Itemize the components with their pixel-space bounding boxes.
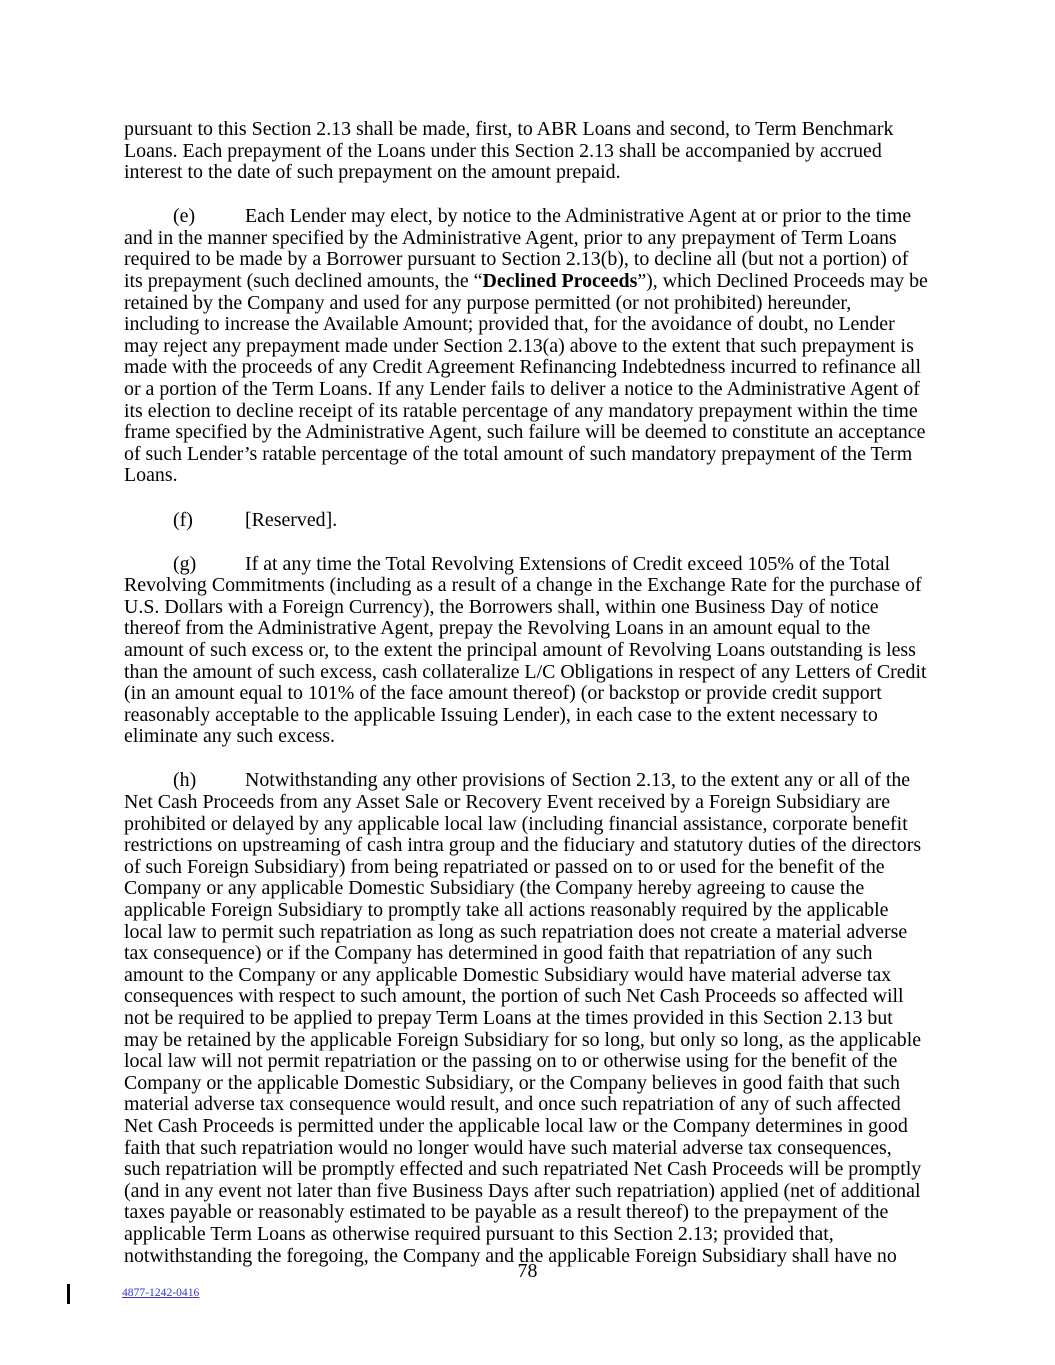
paragraph-label: (e): [173, 205, 196, 228]
paragraph-label: (g): [173, 552, 197, 575]
paragraph-label: (f): [173, 508, 193, 531]
paragraph-text: [Reserved].: [245, 508, 338, 531]
paragraph-f: [124, 510, 930, 532]
paragraph-text: Notwithstanding any other provisions of Section 2.13, to the extent any or all of the Net Cash Proceeds from any Asset Sale or Recovery Event received by a Foreign Subsidiary are prohibited or delayed by any applicable local law (including financial assistance, corporate benefit restrictions on upstreaming of cash intra group and the fiduciary and statutory duties of the directors of such Foreign Subsidiary) from being repatriated or passed on to or used for the benefit of the Company or any applicable Domestic Subsidiary (the Company hereby agreeing to cause the applicable Foreign Subsidiary to promptly take all actions reasonably required by the applicable local law to permit such repatriation as long as such repatriation does not create a material adverse tax consequence) or if the Company has determined in good faith that repatriation of any such amount to the Company or any applicable Domestic Subsidiary would have material adverse tax consequences with respect to such amount, the portion of such Net Cash Proceeds so affected will not be required to be applied to prepay Term Loans at the times provided in this Section 2.13 but may be retained by the applicable Foreign Subsidiary for so long, but only so long, as the applicable local law will not permit repatriation or the passing on to or otherwise using for the benefit of the Company or the applicable Domestic Subsidiary, or the Company believes in good faith that such material adverse tax consequence would result, and once such repatriation of any of such affected Net Cash Proceeds is permitted under the applicable local law or the Company determines in good faith that such repatriation would no longer would have such material adverse tax consequences, such repatriation will be promptly effected and such repatriated Net Cash Proceeds will be promptly (and in any event not later than five Business Days after such repatriation) applied (net of additional taxes payable or reasonably estimated to be payable as a result thereof) to the prepayment of the applicable Term Loans as otherwise required pursuant to this Section 2.13; provided that, notwithstanding the foregoing, the Company and the applicable Foreign Subsidiary shall have no: [124, 769, 922, 1267]
paragraph-text: Each Lender may elect, by notice to the Administrative Agent at or prior to the time and in the manner specified by the Administrative Agent, prior to any prepayment of Term Loans required to be made by a Borrower pursuant to Section 2.13(b), to decline all (but not a portion) of its prepayment (such declined amounts, the “: [124, 205, 912, 293]
paragraph-text: pursuant to this Section 2.13 shall be made, first, to ABR Loans and second, to Term Benchmark Loans. Each prepayment of the Loans under this Section 2.13 shall be accompanied by accrued interest to the date of such prepayment on the amount prepaid.: [124, 118, 894, 184]
paragraph-text: ”), which Declined Proceeds may be retained by the Company and used for any purpose permitted (or not prohibited) hereunder, including to increase the Available Amount; provided that, for the avoidance of doubt, no Lender may reject any prepayment made under Section 2.13(a) above to the extent that such prepayment is made with the proceeds of any Credit Agreement Refinancing Indebtedness incurred to refinance all or a portion of the Term Loans. If any Lender fails to deliver a notice to the Administrative Agent of its election to decline receipt of its ratable percentage of any mandatory prepayment within the time frame specified by the Administrative Agent, such failure will be deemed to constitute an acceptance of such Lender’s ratable percentage of the total amount of such mandatory prepayment of the Term Loans.: [124, 270, 928, 487]
paragraph-e: [124, 206, 930, 487]
paragraph-g: [124, 554, 930, 748]
page-number: 78: [517, 1260, 538, 1282]
defined-term-bold: Declined Proceeds: [482, 270, 638, 293]
paragraph-h: [124, 770, 930, 1267]
document-body: [124, 119, 930, 1290]
paragraph-text: If at any time the Total Revolving Extensions of Credit exceed 105% of the Total Revolving Commitments (including as a result of a change in the Exchange Rate for the purchase of U.S. Dollars with a Foreign Currency), the Borrowers shall, within one Business Day of notice thereof from the Administrative Agent, prepay the Revolving Loans in an amount equal to the amount of such excess or, to the extent the principal amount of Revolving Loans outstanding is less than the amount of such excess, cash collateralize L/C Obligations in respect of any Letters of Credit (in an amount equal to 101% of the face amount thereof) (or backstop or provide credit support reasonably acceptable to the applicable Issuing Lender), in each case to the extent necessary to eliminate any such excess.: [124, 552, 927, 748]
paragraph-continuation: [124, 119, 930, 184]
revision-change-bar: [67, 1284, 70, 1304]
paragraph-label: (h): [173, 769, 197, 792]
doc-id-stamp-link[interactable]: 4877-1242-0416: [122, 1286, 200, 1299]
